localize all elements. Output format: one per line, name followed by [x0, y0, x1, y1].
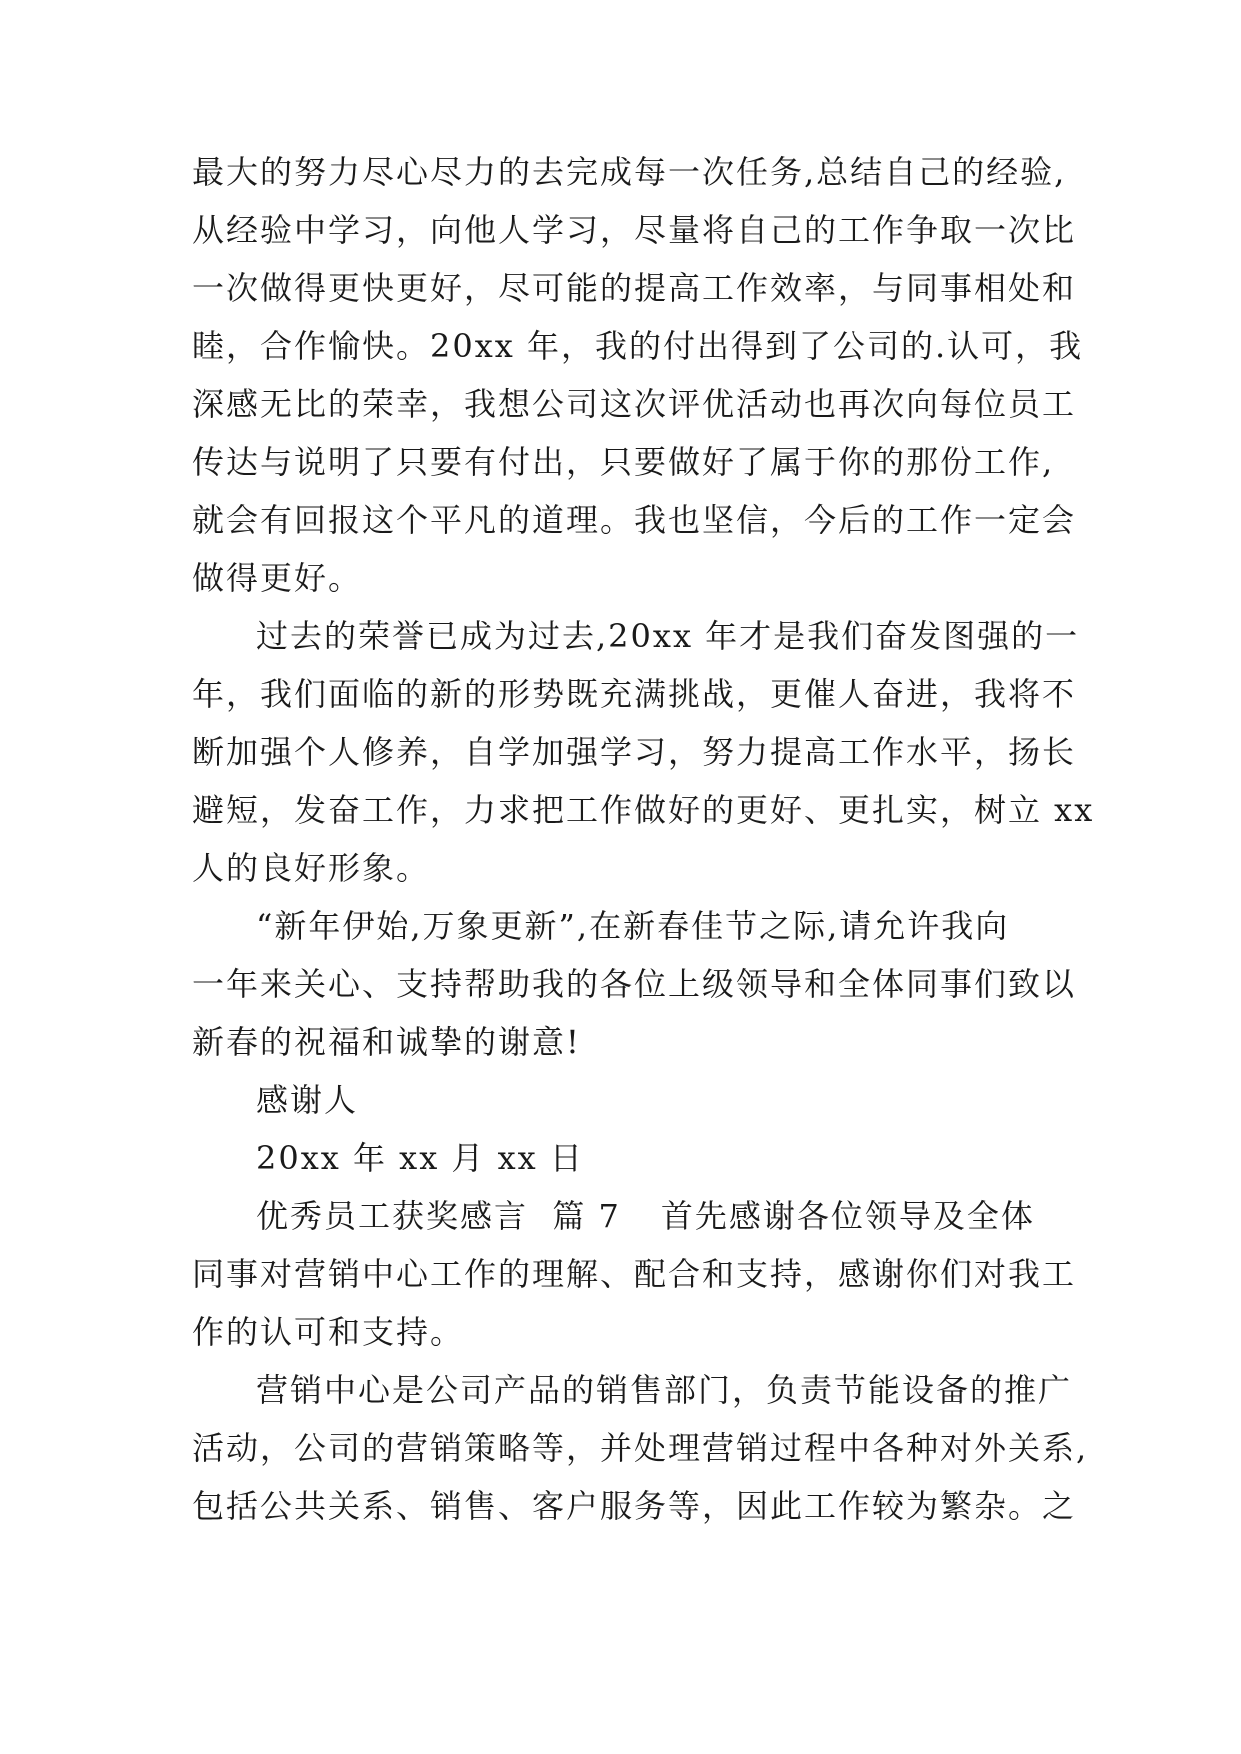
- signature-label: 感谢人: [256, 1081, 359, 1119]
- paragraph-start: 营销中心是公司产品的销售部门，负责节能设备的推广: [256, 1371, 1073, 1409]
- text-line: 睦，合作愉快。20xx 年，我的付出得到了公司的.认可，我: [192, 327, 1084, 365]
- text-line: 传达与说明了只要有付出，只要做好了属于你的那份工作,: [192, 443, 1055, 481]
- text-line: 同事对营销中心工作的理解、配合和支持，感谢你们对我工: [192, 1255, 1077, 1293]
- section-first-text: 首先感谢各位领导及全体: [660, 1197, 1035, 1235]
- text-line: 人的良好形象。: [192, 849, 431, 887]
- text-line: 一次做得更快更好，尽可能的提高工作效率，与同事相处和: [192, 269, 1077, 307]
- text-line: 避短，发奋工作，力求把工作做好的更好、更扎实，树立 xx: [192, 791, 1095, 829]
- text-line: 断加强个人修养，自学加强学习，努力提高工作水平，扬长: [192, 733, 1077, 771]
- text-line: 包括公共关系、销售、客户服务等，因此工作较为繁杂。之: [192, 1487, 1077, 1525]
- paragraph-start: “新年伊始,万象更新”,在新春佳节之际,请允许我向: [256, 907, 1010, 945]
- text-line: 活动，公司的营销策略等，并处理营销过程中各种对外关系,: [192, 1429, 1089, 1467]
- text-line: 最大的努力尽心尽力的去完成每一次任务,总结自己的经验,: [192, 153, 1067, 191]
- paragraph-start: 过去的荣誉已成为过去,20xx 年才是我们奋发图强的一: [256, 617, 1080, 655]
- signature-date: 20xx 年 xx 月 xx 日: [256, 1139, 584, 1177]
- text-line: 从经验中学习，向他人学习，尽量将自己的工作争取一次比: [192, 211, 1077, 249]
- text-line: 新春的祝福和诚挚的谢意!: [192, 1023, 581, 1061]
- text-line: 年，我们面临的新的形势既充满挑战，更催人奋进，我将不: [192, 675, 1077, 713]
- section-heading: 优秀员工获奖感言 篇 7: [256, 1197, 621, 1235]
- text-line: 作的认可和支持。: [192, 1313, 465, 1351]
- text-line: 就会有回报这个平凡的道理。我也坚信，今后的工作一定会: [192, 501, 1077, 539]
- section-heading-line: [256, 1196, 1156, 1236]
- text-line: 深感无比的荣幸，我想公司这次评优活动也再次向每位员工: [192, 385, 1077, 423]
- text-line: 做得更好。: [192, 559, 363, 597]
- text-line: 一年来关心、支持帮助我的各位上级领导和全体同事们致以: [192, 965, 1077, 1003]
